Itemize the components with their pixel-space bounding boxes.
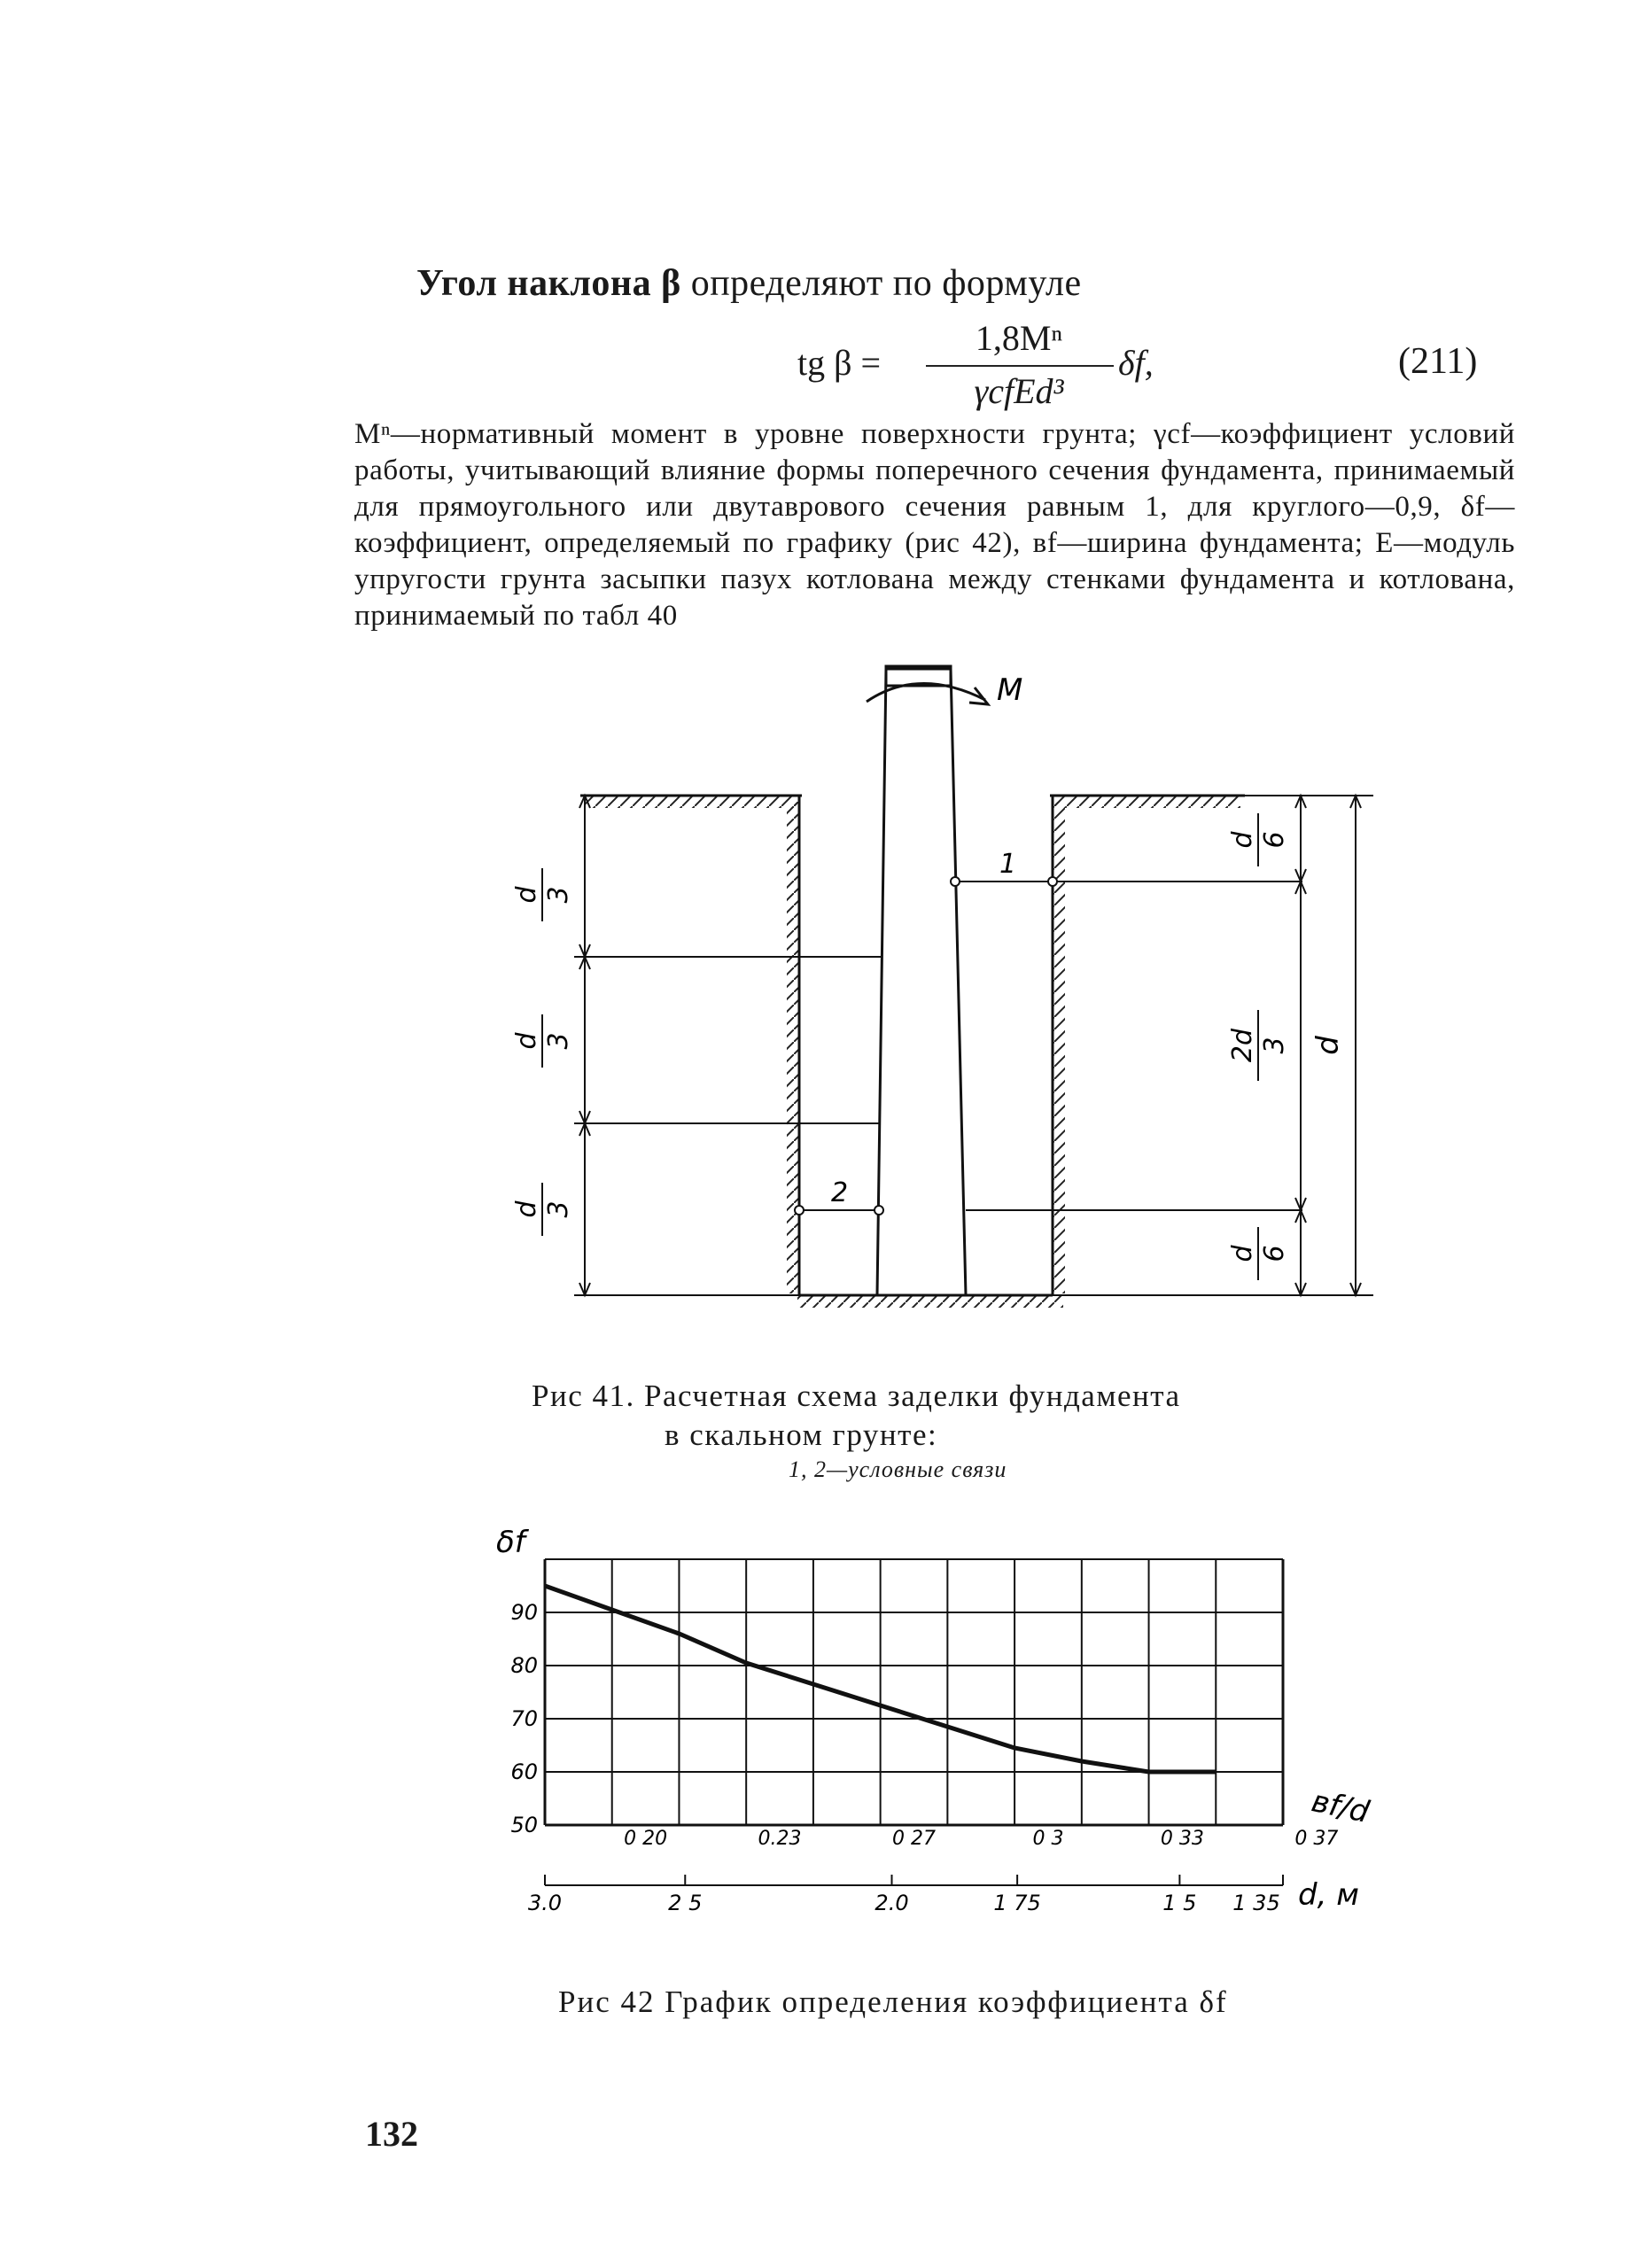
x-d-tick-label: 1 75 xyxy=(993,1891,1041,1915)
chart-x-ticks xyxy=(528,1828,1338,1915)
dim-right-3-den: 6 xyxy=(1259,1245,1290,1262)
x-ratio-tick-label: 0 27 xyxy=(892,1828,936,1850)
x-ratio-tick-label: 0 33 xyxy=(1160,1828,1204,1850)
chart-y-label: δf xyxy=(496,1525,525,1560)
definitions-paragraph: Mⁿ—нормативный момент в уровне поверхности грунта; γcf—коэффициент условий работы, учитывающий влияние формы поперечного сечения фундамента, принимаемый для прямоугольного или двутаврового сечения равным 1, для круглого—0,9, δf—коэффициент, определяемый по графику (рис 42), вf—ширина фундамента; E—модуль упругости грунта засыпки пазух котлована между стенками фундамента и котлована, принимаемый по табл 40 xyxy=(354,418,1515,632)
chart-y-ticks xyxy=(510,1600,538,1837)
dim-right-1-num: d xyxy=(1227,831,1258,849)
dim-left-1-num: d xyxy=(511,886,542,904)
x-d-tick-label: 1 5 xyxy=(1162,1891,1197,1915)
equation-number: (211) xyxy=(1398,341,1478,382)
formula-tail: δf, xyxy=(1118,343,1154,383)
dim-right-2-den: 3 xyxy=(1259,1037,1290,1054)
x-ratio-tick-label: 0 3 xyxy=(1032,1828,1064,1850)
y-tick-label: 60 xyxy=(510,1759,538,1784)
figure-41-caption-line1: Рис 41. Расчетная схема заделки фундамента xyxy=(532,1379,1181,1413)
moment-label: M xyxy=(997,672,1023,708)
heading-bold: Угол наклона β xyxy=(416,263,681,304)
dim-right-2-num: 2d xyxy=(1227,1028,1258,1063)
figure-41-note: 1, 2—условные связи xyxy=(789,1456,1007,1482)
heading-rest: определяют по формуле xyxy=(680,263,1082,304)
formula-numerator: 1,8Mⁿ xyxy=(975,318,1063,358)
tie-2-label: 2 xyxy=(831,1177,849,1208)
chart-x-ratio-label: вf/d xyxy=(1308,1783,1372,1830)
y-tick-label: 70 xyxy=(510,1706,538,1731)
dim-right-1-den: 6 xyxy=(1259,831,1290,849)
y-tick-label: 90 xyxy=(510,1600,538,1625)
chart-x-d-label: d, м xyxy=(1298,1877,1359,1913)
dim-right-3-num: d xyxy=(1227,1245,1258,1262)
page-number: 132 xyxy=(365,2114,418,2154)
x-d-tick-label: 1 35 xyxy=(1232,1891,1280,1915)
dim-left-1-den: 3 xyxy=(543,886,574,904)
x-d-tick-label: 3.0 xyxy=(527,1891,563,1915)
formula-denominator: γcfEd³ xyxy=(974,371,1064,411)
x-ratio-tick-label: 0 37 xyxy=(1294,1828,1339,1850)
tie-1-label: 1 xyxy=(999,849,1017,880)
x-d-tick-label: 2.0 xyxy=(875,1891,909,1915)
y-tick-label: 80 xyxy=(510,1653,538,1678)
x-ratio-tick-label: 0.23 xyxy=(758,1828,802,1850)
figure-42-caption: Рис 42 График определения коэффициента δf xyxy=(558,1984,1228,2019)
y-tick-label: 50 xyxy=(510,1813,538,1837)
dim-left-2-den: 3 xyxy=(543,1032,574,1050)
dim-total-label: d xyxy=(1310,1036,1346,1055)
chart-grid xyxy=(545,1559,1283,1825)
dim-left-3-num: d xyxy=(511,1200,542,1218)
dim-left-2-num: d xyxy=(511,1032,542,1050)
dim-left-3-den: 3 xyxy=(543,1200,574,1218)
formula-lhs: tg β = xyxy=(797,343,882,383)
figure-41-caption-line2: в скальном грунте: xyxy=(665,1418,938,1452)
x-ratio-tick-label: 0 20 xyxy=(624,1828,668,1850)
x-d-tick-label: 2 5 xyxy=(668,1891,703,1915)
